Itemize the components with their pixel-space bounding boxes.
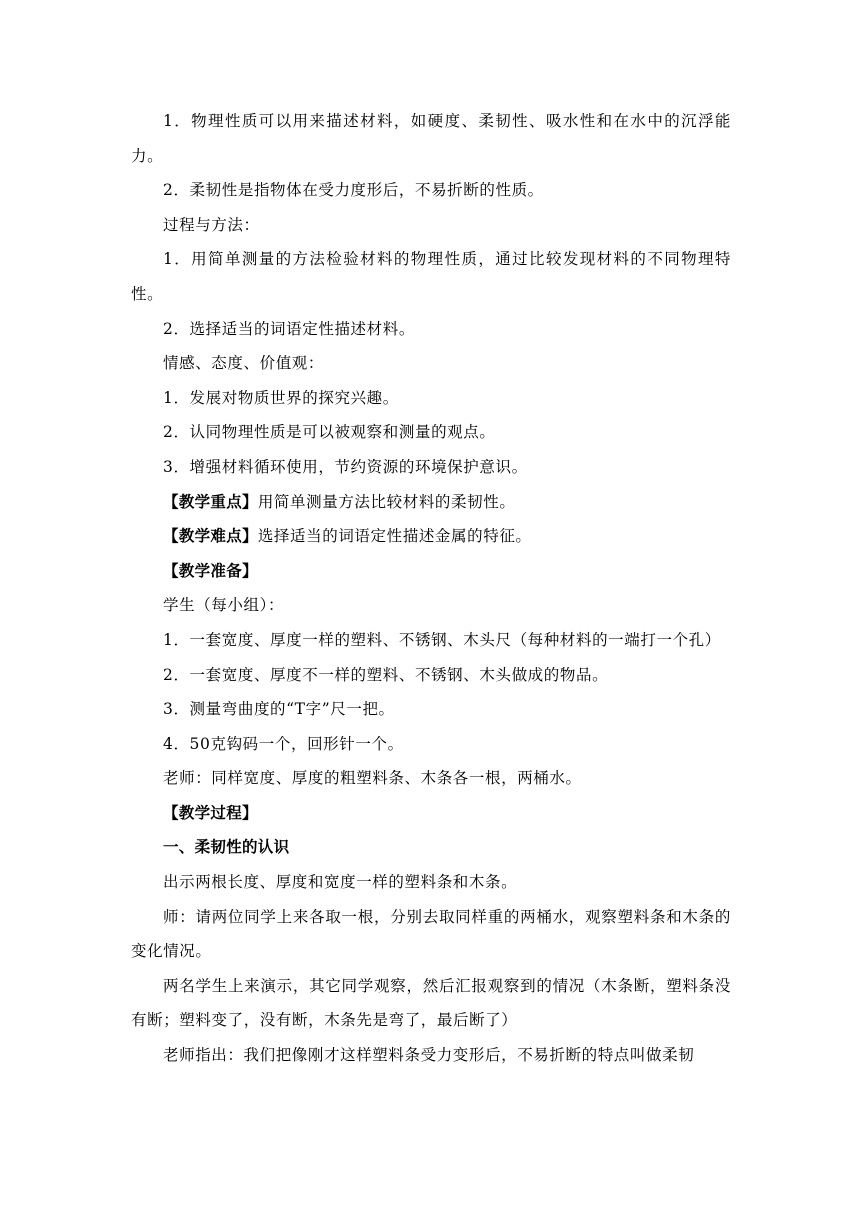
paragraph-teaching-key-point: 【教学重点】用简单测量方法比较材料的柔韧性。: [163, 492, 516, 511]
heading-section-flexibility: [131, 830, 731, 865]
paragraph-student-demo: 两名学生上来演示，其它同学观察，然后汇报观察到的情况（木条断，塑料条没有断；塑料变了，没有断，木条先是弯了，最后断了）: [131, 976, 731, 1030]
label-teaching-preparation: 【教学准备】: [163, 561, 258, 580]
paragraph-values-1: 1．发展对物质世界的探究兴趣。: [163, 388, 399, 407]
paragraph-values-2: 2．认同物理性质是可以被观察和测量的观点。: [163, 423, 496, 442]
paragraph-prep-4: 4．50克钩码一个，回形针一个。: [163, 734, 404, 753]
label-teaching-difficulty: 【教学难点】: [163, 527, 258, 546]
label-teaching-key-point: 【教学重点】: [163, 492, 258, 511]
paragraph-method-1: 1．用简单测量的方法检验材料的物理性质，通过比较发现材料的不同物理特性。: [131, 250, 731, 303]
heading-process-and-method: 过程与方法：: [163, 215, 260, 234]
paragraph-prep-1: 1．一套宽度、厚度一样的塑料、不锈钢、木头尺（每种材料的一端打一个孔）: [163, 630, 721, 649]
paragraph-method-2: 2．选择适当的词语定性描述材料。: [163, 319, 415, 338]
paragraph-prep-3: 3．测量弯曲度的“T字”尺一把。: [163, 700, 395, 719]
paragraph-teacher-conclusion: 老师指出：我们把像刚才这样塑料条受力变形后，不易折断的特点叫做柔韧: [163, 1046, 695, 1065]
document-body: [131, 104, 731, 1073]
heading-teaching-preparation: [131, 554, 731, 589]
heading-teaching-process: [131, 796, 731, 831]
paragraph-physical-properties: 1．物理性质可以用来描述材料，如硬度、柔韧性、吸水性和在水中的沉浮能力。: [131, 112, 731, 165]
paragraph-teacher-materials: 老师：同样宽度、厚度的粗塑料条、木条各一根，两桶水。: [163, 769, 582, 788]
paragraph-students-per-group: 学生（每小组）：: [163, 596, 285, 615]
paragraph-values-3: 3．增强材料循环使用，节约资源的环境保护意识。: [163, 457, 528, 476]
paragraph-flexibility-definition: 2．柔韧性是指物体在受力度形后，不易折断的性质。: [163, 181, 544, 200]
label-teaching-process: 【教学过程】: [163, 803, 258, 822]
paragraph-show-strips: 出示两根长度、厚度和宽度一样的塑料条和木条。: [163, 873, 518, 892]
label-section-flexibility: 一、柔韧性的认识: [163, 838, 290, 857]
paragraph-teaching-difficulty: 【教学难点】选择适当的词语定性描述金属的特征。: [163, 527, 532, 546]
heading-emotion-attitude-values: 情感、态度、价值观：: [163, 354, 325, 373]
paragraph-prep-2: 2．一套宽度、厚度不一样的塑料、不锈钢、木头做成的物品。: [163, 665, 609, 684]
paragraph-teacher-instruction: 师：请两位同学上来各取一根，分别去取同样重的两桶水，观察塑料条和木条的变化情况。: [131, 907, 731, 961]
